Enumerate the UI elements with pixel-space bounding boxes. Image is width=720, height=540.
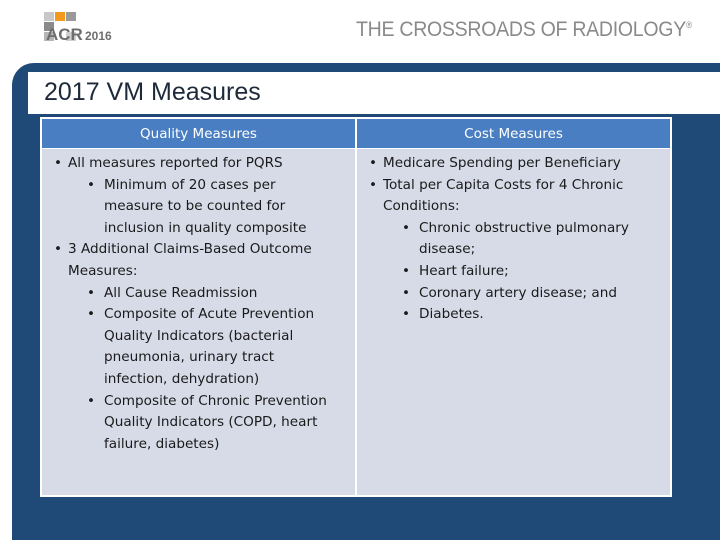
bullet: •	[87, 306, 96, 323]
list-item: • All Cause Readmission	[42, 283, 350, 305]
bullet: •	[402, 219, 411, 236]
list-item: • All measures reported for PQRS	[42, 153, 350, 175]
list-item: • Coronary artery disease; and	[357, 283, 667, 305]
cost-measures-cell	[357, 149, 670, 495]
bullet: •	[54, 155, 63, 171]
logo-year-text: 2016	[85, 29, 112, 43]
cost-measures-heading: Cost Measures	[357, 119, 670, 148]
list-item: • Medicare Spending per Beneficiary	[357, 153, 667, 175]
list-item: • Composite of Acute Prevention Quality Indicators (bacterial pneumonia, urinary tract infection, dehydration)	[87, 306, 315, 387]
tagline	[356, 18, 692, 42]
bullet: •	[87, 392, 96, 409]
list-item: • Total per Capita Costs for 4 Chronic Conditions:	[369, 176, 624, 215]
bullet: •	[54, 241, 63, 258]
slide-title: 2017 VM Measures	[44, 78, 261, 106]
logo-brand-text: ACR	[46, 25, 83, 44]
acr-2016-logo	[44, 12, 126, 48]
list-item: • 3 Additional Claims-Based Outcome Measures:	[54, 241, 312, 279]
bullet: •	[87, 176, 96, 193]
tagline-text: THE CROSSROADS OF RADIOLOGY	[356, 18, 686, 41]
list-item: • Chronic obstructive pulmonary disease;	[402, 219, 629, 258]
bullet: •	[402, 306, 411, 323]
bullet: •	[369, 155, 378, 171]
list-item: • Minimum of 20 cases per measure to be counted for inclusion in quality composite	[87, 176, 307, 236]
bullet: •	[402, 262, 411, 279]
list-item: • Composite of Chronic Prevention Quality Indicators (COPD, heart failure, diabetes)	[87, 392, 327, 452]
bullet: •	[87, 284, 96, 301]
list-item: • Diabetes.	[357, 304, 667, 326]
list-item: • Heart failure;	[357, 261, 667, 283]
bullet: •	[402, 284, 411, 301]
bullet: •	[369, 176, 378, 193]
quality-measures-cell	[42, 149, 355, 495]
registered-mark: ®	[685, 20, 692, 30]
quality-measures-heading: Quality Measures	[42, 119, 355, 148]
